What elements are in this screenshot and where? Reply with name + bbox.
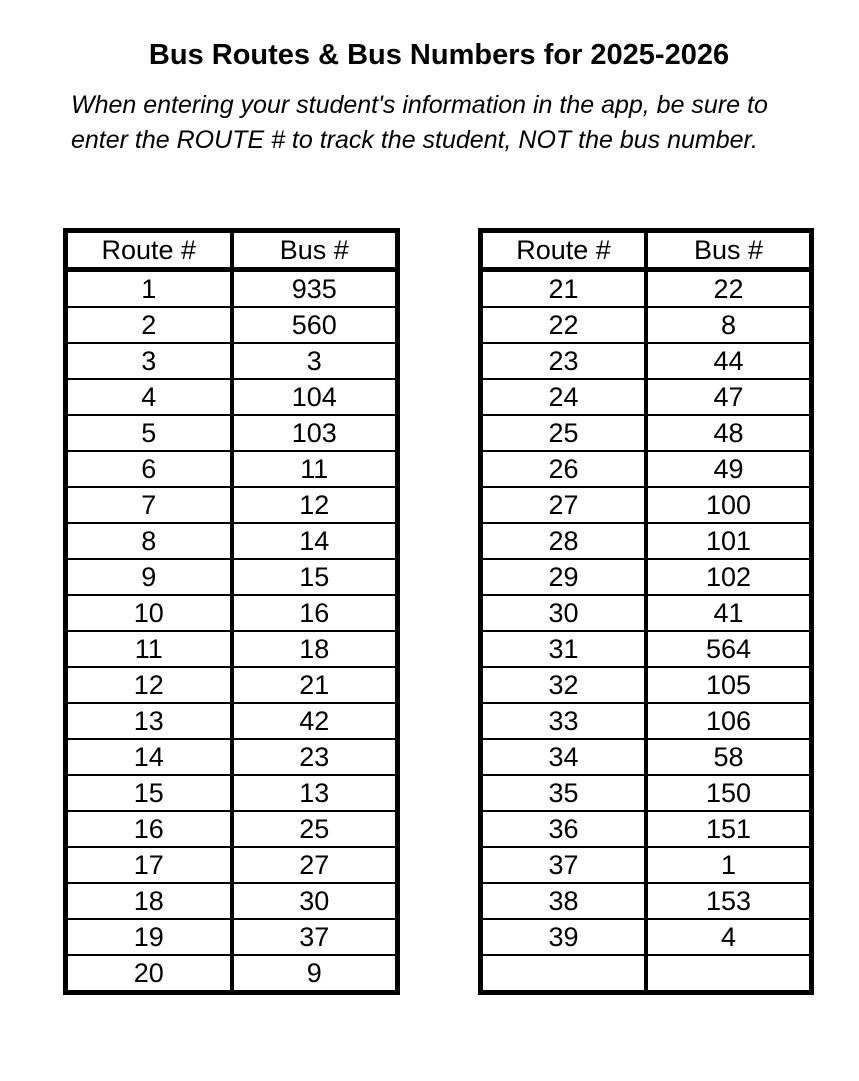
bus-number-cell: 23 [232,739,398,775]
route-number-cell: 29 [481,559,647,595]
route-number-cell: 36 [481,811,647,847]
bus-number-cell: 151 [646,811,812,847]
bus-number-cell: 22 [646,270,812,308]
table-row [66,775,398,811]
route-column-header: Route # [66,231,232,270]
route-number-cell: 38 [481,883,647,919]
bus-number-cell: 48 [646,415,812,451]
table-row [66,883,398,919]
route-table-right [478,228,814,995]
route-number-cell: 10 [66,595,232,631]
table-row [481,595,812,631]
page-title: Bus Routes & Bus Numbers for 2025-2026 [148,39,730,71]
route-number-cell [481,955,647,993]
table-row [66,667,398,703]
table-row [66,703,398,739]
bus-number-cell [646,955,812,993]
table-row [66,955,398,993]
route-number-cell: 16 [66,811,232,847]
bus-number-cell: 102 [646,559,812,595]
bus-number-cell: 47 [646,379,812,415]
bus-number-cell: 153 [646,883,812,919]
bus-number-cell: 560 [232,307,398,343]
route-number-cell: 27 [481,487,647,523]
bus-number-cell: 564 [646,631,812,667]
bus-number-cell: 27 [232,847,398,883]
route-number-cell: 9 [66,559,232,595]
route-number-cell: 22 [481,307,647,343]
route-number-cell: 21 [481,270,647,308]
table-row [66,811,398,847]
bus-number-cell: 101 [646,523,812,559]
bus-number-cell: 41 [646,595,812,631]
route-number-cell: 26 [481,451,647,487]
bus-number-cell: 103 [232,415,398,451]
route-number-cell: 37 [481,847,647,883]
route-number-cell: 28 [481,523,647,559]
route-number-cell: 3 [66,343,232,379]
route-number-cell: 34 [481,739,647,775]
bus-number-cell: 100 [646,487,812,523]
route-number-cell: 8 [66,523,232,559]
route-column-header: Route # [481,231,647,270]
bus-number-cell: 25 [232,811,398,847]
bus-number-cell: 30 [232,883,398,919]
instructions-text: When entering your student's information in the app, be sure to enter the ROUTE # to track the student, NOT the bus number. [71,91,768,154]
table-row [66,919,398,955]
bus-number-cell: 8 [646,307,812,343]
route-number-cell: 31 [481,631,647,667]
table-row [481,307,812,343]
table-row [66,343,398,379]
table-row [66,559,398,595]
route-number-cell: 18 [66,883,232,919]
route-number-cell: 30 [481,595,647,631]
route-number-cell: 24 [481,379,647,415]
table-row [66,847,398,883]
table-row [481,379,812,415]
route-number-cell: 33 [481,703,647,739]
table-row [481,811,812,847]
table-row [481,739,812,775]
route-number-cell: 39 [481,919,647,955]
route-number-cell: 35 [481,775,647,811]
table-row [481,919,812,955]
route-table-left [63,228,400,995]
route-number-cell: 12 [66,667,232,703]
route-number-cell: 32 [481,667,647,703]
bus-number-cell: 106 [646,703,812,739]
route-number-cell: 2 [66,307,232,343]
bus-number-cell: 16 [232,595,398,631]
bus-number-cell: 21 [232,667,398,703]
route-number-cell: 17 [66,847,232,883]
table-row [66,451,398,487]
bus-column-header: Bus # [232,231,398,270]
header-row [66,231,398,270]
route-number-cell: 4 [66,379,232,415]
bus-number-cell: 150 [646,775,812,811]
route-number-cell: 11 [66,631,232,667]
table-row [481,847,812,883]
route-number-cell: 25 [481,415,647,451]
route-number-cell: 13 [66,703,232,739]
table-row [481,559,812,595]
table-row [481,487,812,523]
bus-number-cell: 104 [232,379,398,415]
route-number-cell: 19 [66,919,232,955]
table-row [66,631,398,667]
table-row [481,703,812,739]
bus-number-cell: 935 [232,270,398,308]
table-row [481,343,812,379]
table-row [66,270,398,308]
table-row [481,270,812,308]
table-row [66,415,398,451]
route-number-cell: 1 [66,270,232,308]
route-number-cell: 23 [481,343,647,379]
table-row [66,523,398,559]
route-number-cell: 6 [66,451,232,487]
bus-number-cell: 9 [232,955,398,993]
table-row [481,451,812,487]
table-row [66,595,398,631]
bus-number-cell: 13 [232,775,398,811]
bus-number-cell: 58 [646,739,812,775]
bus-number-cell: 44 [646,343,812,379]
table-row [66,739,398,775]
route-number-cell: 15 [66,775,232,811]
bus-number-cell: 14 [232,523,398,559]
table-row [481,667,812,703]
route-number-cell: 5 [66,415,232,451]
bus-number-cell: 37 [232,919,398,955]
bus-number-cell: 12 [232,487,398,523]
bus-number-cell: 105 [646,667,812,703]
bus-number-cell: 49 [646,451,812,487]
table-row [481,415,812,451]
header-row [481,231,812,270]
bus-number-cell: 18 [232,631,398,667]
bus-number-cell: 15 [232,559,398,595]
route-number-cell: 7 [66,487,232,523]
table-row [481,883,812,919]
bus-number-cell: 1 [646,847,812,883]
table-row [66,379,398,415]
bus-number-cell: 11 [232,451,398,487]
bus-number-cell: 3 [232,343,398,379]
table-row [481,775,812,811]
route-number-cell: 14 [66,739,232,775]
bus-number-cell: 42 [232,703,398,739]
bus-number-cell: 4 [646,919,812,955]
table-row [481,631,812,667]
bus-column-header: Bus # [646,231,812,270]
table-row [66,487,398,523]
route-number-cell: 20 [66,955,232,993]
table-row [481,523,812,559]
table-row [66,307,398,343]
table-row [481,955,812,993]
